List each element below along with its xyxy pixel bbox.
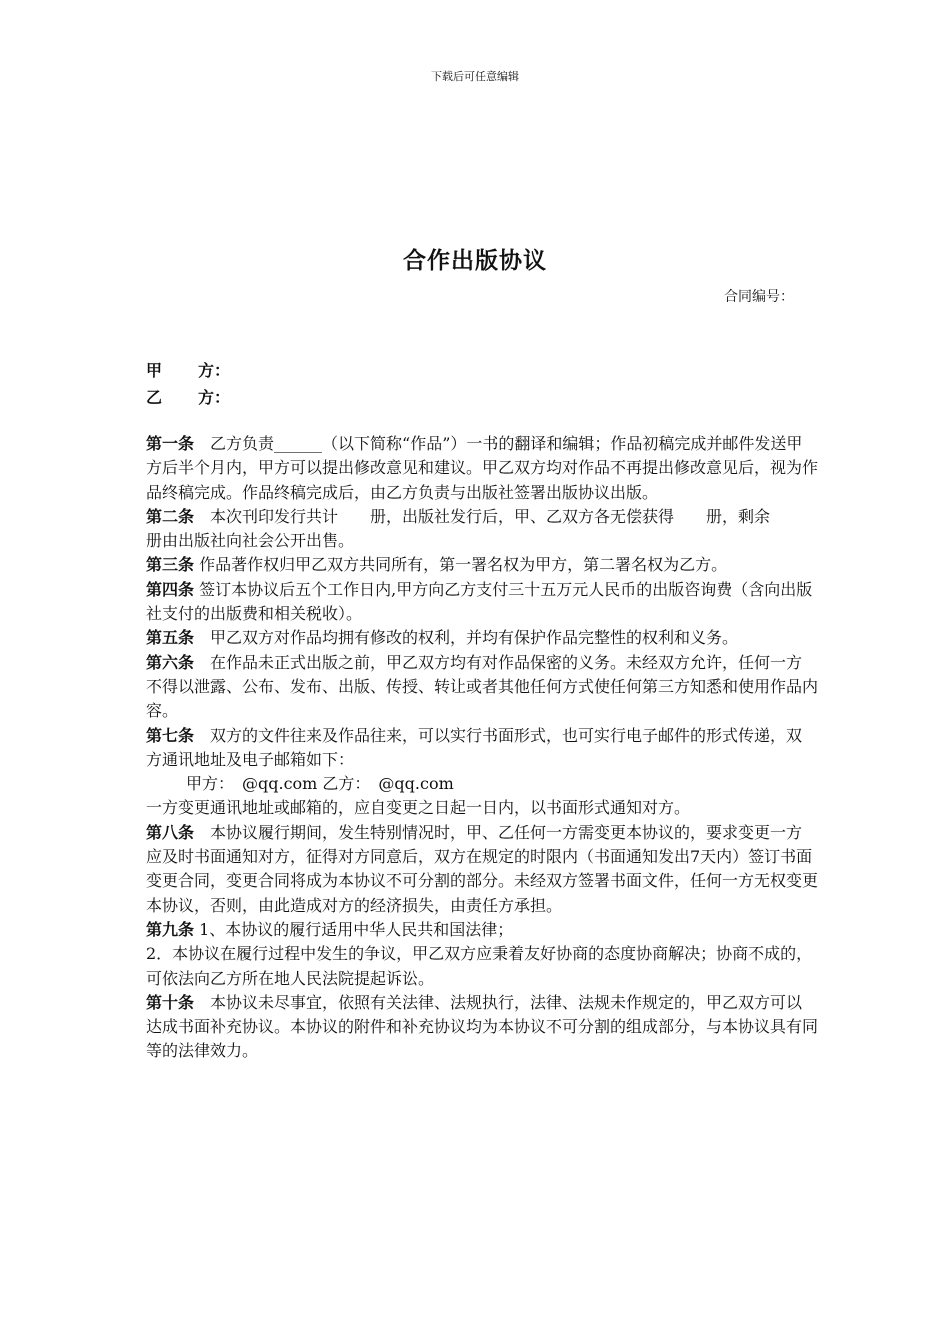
article-2 [146, 505, 818, 554]
article-text: 甲乙双方对作品均拥有修改的权利，并均有保护作品完整性的权利和义务。 [194, 628, 739, 648]
article-text: 本次刊印发行共计 册，出版社发行后，甲、乙双方各无偿获得 册，剩余 册由出版社向社会公开出售。 [146, 506, 803, 551]
party-b-line [146, 385, 230, 408]
party-a-line [146, 358, 230, 381]
article-label: 第一条 [146, 434, 195, 453]
document-title: 合作出版协议 [403, 248, 547, 274]
article-label: 第七条 [146, 725, 195, 745]
header-note: 下载后可任意编辑 [431, 70, 519, 83]
article-3 [146, 553, 818, 577]
article-4 [146, 578, 818, 627]
article-7 [146, 724, 818, 773]
party-b-label: 乙 [146, 388, 163, 407]
article-label: 第十条 [146, 992, 195, 1012]
contract-body [146, 432, 818, 1064]
article-label: 第五条 [146, 628, 195, 648]
party-b-suffix: 方： [198, 388, 231, 407]
article-1 [146, 432, 818, 505]
article-label: 第三条 [146, 555, 195, 575]
article-8 [146, 821, 818, 918]
article-text: 本协议履行期间，发生特别情况时，甲、乙任何一方需变更本协议的，要求变更一方应及时书面通知对方，征得对方同意后，双方在规定的时限内（书面通知发出7天内）签订书面变更合同，变更合同将成为本协议不可分割的部分。未经双方签署书面文件，任何一方无权变更本协议，否则，由此造成对方的经济损失，由责任方承担。 [146, 822, 819, 915]
article-text: 1、本协议的履行适用中华人民共和国法律； [194, 919, 514, 939]
article-text: 作品著作权归甲乙双方共同所有，第一署名权为甲方，第二署名权为乙方。 [194, 555, 728, 575]
notice-line: 一方变更通讯地址或邮箱的，应自变更之日起一日内，以书面形式通知对方。 [146, 798, 691, 818]
article-text: 双方的文件往来及作品往来，可以实行书面形式，也可实行电子邮件的形式传递，双方通讯地址及电子邮箱如下： [146, 725, 803, 769]
article-10 [146, 991, 818, 1064]
article-5 [146, 626, 818, 650]
contract-number-label: 合同编号： [724, 289, 794, 305]
party-a-suffix: 方： [198, 361, 231, 380]
article-9-item-2: 2．本协议在履行过程中发生的争议，甲乙双方应秉着友好协商的态度协商解决；协商不成的，可依法向乙方所在地人民法院提起诉讼。 [146, 944, 813, 988]
article-label: 第二条 [146, 506, 195, 526]
article-text: 乙方负责______（以下简称“作品”）一书的翻译和编辑；作品初稿完成并邮件发送甲方后半个月内，甲方可以提出修改意见和建议。甲乙双方均对作品不再提出修改意见后，视为作品终稿完成。作品终稿完成后，由乙方负责与出版社签署出版协议出版。 [146, 434, 819, 502]
article-label: 第九条 [146, 919, 195, 939]
article-label: 第四条 [146, 579, 195, 599]
article-9 [146, 918, 818, 942]
email-line: 甲方： @qq.com 乙方： @qq.com [186, 774, 454, 794]
article-label: 第八条 [146, 822, 195, 842]
article-6 [146, 651, 818, 724]
article-text: 在作品未正式出版之前，甲乙双方均有对作品保密的义务。未经双方允许，任何一方不得以泄露、公布、发布、出版、传授、转让或者其他任何方式使任何第三方知悉和使用作品内容。 [146, 652, 819, 721]
article-text: 签订本协议后五个工作日内,甲方向乙方支付三十五万元人民币的出版咨询费（含向出版社支付的出版费和相关税收）。 [146, 579, 813, 624]
article-label: 第六条 [146, 652, 195, 672]
party-a-label: 甲 [146, 361, 163, 380]
article-text: 本协议未尽事宜，依照有关法律、法规执行，法律、法规未作规定的，甲乙双方可以达成书面补充协议。本协议的附件和补充协议均为本协议不可分割的组成部分，与本协议具有同等的法律效力。 [146, 992, 819, 1061]
